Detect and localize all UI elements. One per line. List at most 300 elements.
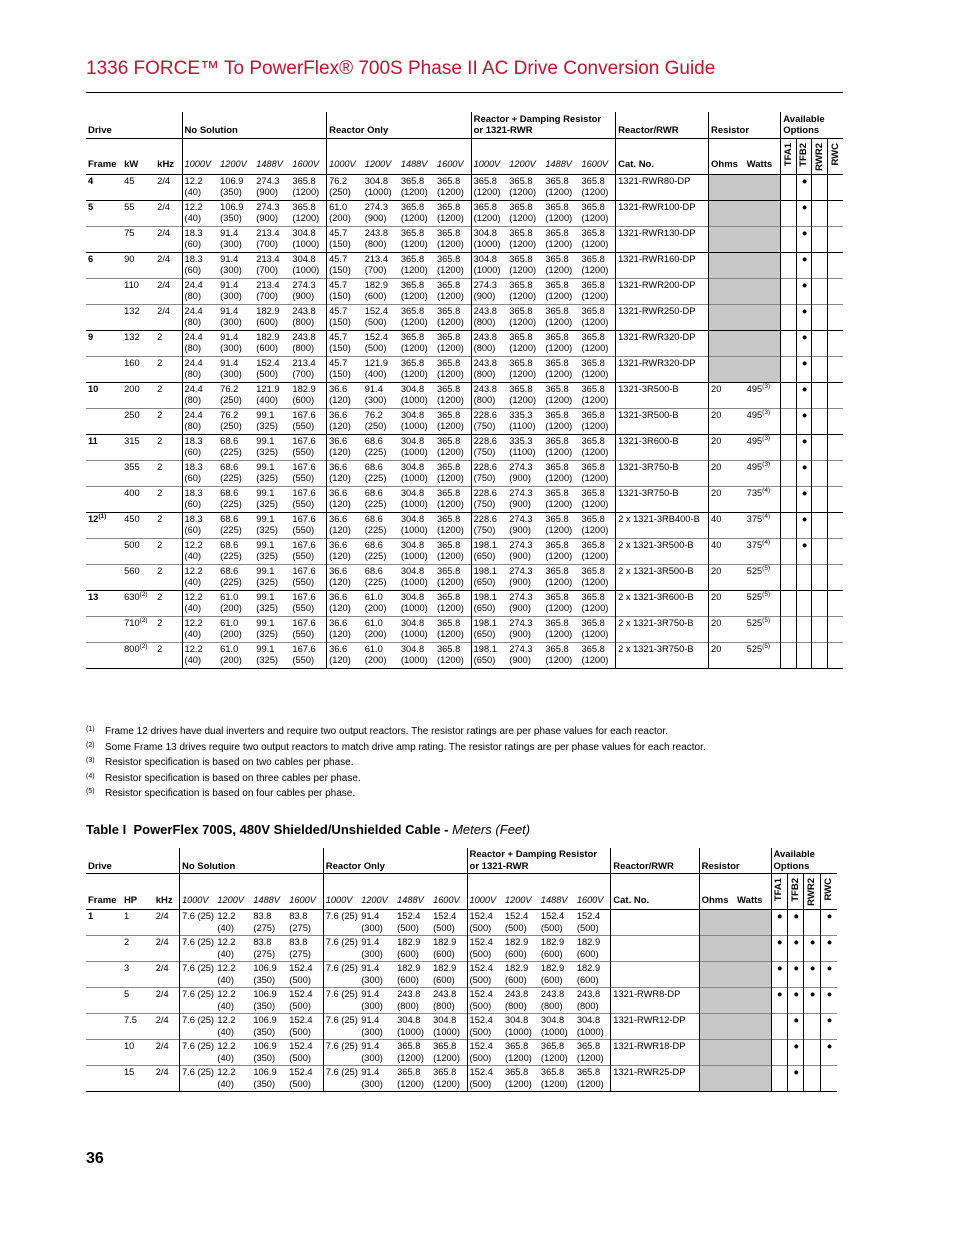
footnote-text: Resistor specification is based on three cables per phase. (105, 772, 361, 784)
cat-no-cell (611, 936, 699, 962)
no-solution-length: 182.9 (600) (254, 330, 290, 356)
rating-cell (122, 486, 155, 512)
col-header-watts: Watts (745, 138, 781, 174)
reactor-only-length: 68.6 (225) (363, 486, 399, 512)
watts-footnote-ref: (5) (762, 642, 771, 650)
watts-cell (745, 226, 781, 252)
watts-value: 375 (746, 513, 763, 524)
col-header-tfb2-label: TFB2 (798, 142, 810, 167)
reactor-only-length: 45.7 (150) (327, 226, 363, 252)
cat-no-cell: 2 x 1321-3RB400-B (616, 512, 709, 538)
table-row (86, 200, 843, 226)
frame-value: 9 (88, 331, 94, 342)
watts-cell (745, 200, 781, 226)
option-rwr2-dot (812, 252, 827, 278)
rating-value: 90 (124, 253, 135, 264)
reactor-only-length: 365.8 (1200) (435, 200, 471, 226)
rating-cell (122, 616, 155, 642)
khz-cell: 2 (155, 356, 182, 382)
no-solution-length: 24.4 (80) (182, 278, 218, 304)
table-row (86, 382, 843, 408)
frame-cell (86, 590, 122, 616)
reactor-only-length: 365.8 (1200) (431, 1066, 467, 1092)
option-rwr2-dot (804, 1040, 820, 1066)
khz-cell: 2/4 (155, 278, 182, 304)
rating-cell (122, 642, 155, 668)
reactor-only-length: 91.4 (300) (361, 911, 383, 933)
reactor-only-length: 304.8 (1000) (399, 590, 435, 616)
col-header-v1600: 1600V (431, 874, 467, 910)
reactor-damping-length: 152.4 (500) (467, 910, 503, 936)
reactor-damping-length: 182.9 (600) (503, 962, 539, 988)
ohms-cell (709, 278, 745, 304)
table-row (86, 226, 843, 252)
khz-cell: 2/4 (155, 200, 182, 226)
col-header-cat-no: Cat. No. (616, 138, 709, 174)
option-rwr2-dot: ● (804, 988, 820, 1014)
option-rwr2-dot (812, 434, 827, 460)
option-tfa1-dot (781, 174, 796, 200)
reactor-damping-length: 365.8 (1200) (543, 330, 579, 356)
watts-cell (745, 408, 781, 434)
option-rwc-dot: ● (820, 910, 837, 936)
no-solution-length: 76.2 (250) (218, 408, 254, 434)
no-solution-length: 7.6 (25) (179, 962, 215, 988)
frame-value: 13 (88, 591, 99, 602)
col-header-v1488: 1488V (399, 138, 435, 174)
rating-value: 132 (124, 331, 140, 342)
ohms-cell (699, 1040, 735, 1066)
reactor-only-length: 61.0 (200) (363, 616, 399, 642)
reactor-only-length: 91.4 (300) (359, 936, 395, 962)
no-solution-length: 106.9 (350) (220, 175, 244, 198)
khz-cell: 2/4 (155, 911, 169, 922)
col-header-cat-no: Cat. No. (611, 874, 699, 910)
rating-value: 630 (124, 591, 140, 602)
no-solution-length: 68.6 (225) (218, 434, 254, 460)
reactor-only-length: 365.8 (1200) (395, 1066, 431, 1092)
reactor-only-length: 45.7 (150) (327, 330, 363, 356)
frame-cell (86, 936, 122, 962)
ohms-cell (709, 252, 745, 278)
reactor-only-length: 243.8 (800) (431, 988, 467, 1014)
frame-cell (86, 278, 122, 304)
reactor-damping-length: 243.8 (800) (575, 988, 611, 1014)
rating-value: 3 (123, 963, 130, 974)
reactor-damping-length: 365.8 (1200) (507, 278, 543, 304)
option-rwc-dot (827, 252, 843, 278)
reactor-only-length: 365.8 (1200) (435, 330, 471, 356)
reactor-only-length: 304.8 (1000) (399, 564, 435, 590)
col-header-khz: kHz (154, 874, 180, 910)
watts-cell (735, 936, 771, 962)
reactor-damping-length: 365.8 (1200) (579, 200, 615, 226)
no-solution-length: 365.8 (1200) (292, 175, 320, 198)
reactor-damping-length: 198.1 (650) (471, 590, 507, 616)
rating-value: 450 (124, 513, 140, 524)
footnote-text: Resistor specification is based on two cables per phase. (105, 757, 354, 768)
reactor-only-length: 61.0 (200) (363, 642, 399, 668)
col-header-v1000: 1000V (327, 138, 363, 174)
reactor-damping-length: 304.8 (1000) (539, 1014, 575, 1040)
cat-no-cell: 1321-RWR80-DP (616, 174, 709, 200)
reactor-only-length: 36.6 (120) (327, 590, 363, 616)
ohms-cell: 40 (709, 512, 745, 538)
reactor-only-length: 7.6 (25) (323, 988, 359, 1014)
reactor-damping-length: 365.8 (1200) (507, 382, 543, 408)
khz-cell: 2 (155, 486, 182, 512)
frame-cell (86, 226, 122, 252)
frame-value: 10 (88, 383, 99, 394)
no-solution-length: 18.3 (60) (182, 512, 218, 538)
reactor-only-length: 36.6 (120) (327, 382, 363, 408)
reactor-damping-length: 365.8 (1200) (579, 304, 615, 330)
reactor-damping-length: 365.8 (1200) (579, 590, 615, 616)
rating-value: 5 (123, 989, 130, 1000)
rating-value: 110 (124, 279, 139, 290)
no-solution-length: 68.6 (225) (218, 512, 254, 538)
option-tfa1-dot (781, 382, 796, 408)
cat-no-cell: 1321-3R500-B (616, 382, 709, 408)
no-solution-length: 213.4 (700) (254, 252, 290, 278)
reactor-only-length: 91.4 (300) (359, 1014, 395, 1040)
reactor-damping-length: 228.6 (750) (471, 486, 507, 512)
reactor-only-length: 304.8 (1000) (399, 460, 435, 486)
ohms-cell: 20 (709, 564, 745, 590)
table-caption-main: PowerFlex 700S, 480V Shielded/Unshielded Cable - (133, 822, 453, 837)
khz-cell: 2 (155, 616, 182, 642)
footnote-mark: (1) (86, 726, 95, 733)
no-solution-header: No Solution (182, 112, 327, 138)
no-solution-length: 18.3 (60) (182, 460, 218, 486)
reactor-damping-length: 365.8 (1200) (543, 616, 579, 642)
watts-cell (735, 988, 771, 1014)
reactor-damping-length: 365.8 (1200) (575, 1066, 611, 1092)
cat-no-cell: 1321-3R750-B (616, 486, 709, 512)
option-tfb2-dot: ● (796, 330, 811, 356)
reactor-only-length: 365.8 (1200) (435, 226, 471, 252)
ohms-cell (709, 330, 745, 356)
rating-value: 400 (124, 487, 140, 498)
option-tfb2-dot (796, 564, 811, 590)
reactor-damping-length: 365.8 (1200) (471, 200, 507, 226)
reactor-only-header: Reactor Only (327, 112, 472, 138)
khz-cell: 2/4 (154, 1040, 180, 1066)
no-solution-length: 274.3 (900) (254, 200, 290, 226)
table-caption-units: Meters (Feet) (452, 822, 531, 837)
reactor-damping-length: 365.8 (1200) (579, 226, 615, 252)
col-header-v1000: 1000V (467, 874, 503, 910)
rating-value: 7.5 (123, 1015, 137, 1026)
rating-cell (122, 304, 155, 330)
ohms-cell (709, 200, 745, 226)
reactor-damping-length: 274.3 (900) (507, 460, 543, 486)
option-rwc-dot: ● (820, 962, 837, 988)
table-row (86, 962, 837, 988)
ohms-cell (699, 988, 735, 1014)
reactor-only-length: 121.9 (400) (363, 356, 399, 382)
rating-cell (122, 1066, 154, 1092)
option-tfa1-dot: ● (771, 910, 787, 936)
rating-footnote-ref: (2) (139, 590, 148, 598)
rating-cell (122, 962, 154, 988)
reactor-only-length: 365.8 (1200) (435, 538, 471, 564)
no-solution-length: 12.2 (40) (215, 936, 251, 962)
no-solution-length: 61.0 (200) (218, 616, 254, 642)
no-solution-length: 91.4 (300) (218, 330, 254, 356)
reactor-only-length: 68.6 (225) (363, 460, 399, 486)
cat-no-cell (611, 962, 699, 988)
option-tfb2-dot: ● (796, 434, 811, 460)
available-options-header: Available Options (771, 848, 837, 874)
cat-no-cell: 1321-RWR320-DP (616, 330, 709, 356)
no-solution-length: 182.9 (600) (254, 304, 290, 330)
rating-cell (122, 590, 155, 616)
no-solution-length: 12.2 (40) (182, 200, 218, 226)
reactor-damping-length: 182.9 (600) (575, 962, 611, 988)
reactor-only-length: 365.8 (1200) (435, 408, 471, 434)
rating-cell (122, 226, 155, 252)
reactor-damping-length: 365.8 (1200) (507, 252, 543, 278)
rating-value: 500 (124, 539, 140, 550)
footnote-mark: (2) (86, 741, 95, 749)
no-solution-length: 99.1 (325) (254, 590, 290, 616)
col-header-rwr2-label: RWR2 (813, 142, 825, 171)
option-tfb2-dot (796, 590, 811, 616)
no-solution-length: 167.6 (550) (290, 590, 326, 616)
no-solution-length: 7.6 (25) (179, 1066, 215, 1092)
col-header-tfa1 (771, 874, 787, 910)
no-solution-length: 304.8 (1000) (290, 226, 326, 252)
rating-cell (122, 200, 155, 226)
table-row (86, 564, 843, 590)
option-tfb2-dot: ● (796, 174, 811, 200)
reactor-damping-length: 365.8 (1200) (507, 226, 543, 252)
watts-cell (745, 382, 781, 408)
reactor-only-length: 152.4 (500) (363, 304, 399, 330)
reactor-damping-length: 243.8 (800) (471, 304, 507, 330)
resistor-header: Resistor (699, 848, 771, 874)
option-tfb2-dot (796, 616, 811, 642)
reactor-only-length: 91.4 (300) (359, 1066, 395, 1092)
option-tfb2-dot: ● (796, 304, 811, 330)
no-solution-length: 121.9 (400) (254, 382, 290, 408)
no-solution-length: 91.4 (300) (218, 304, 254, 330)
watts-value: 495 (746, 435, 763, 446)
frame-cell (86, 304, 122, 330)
reactor-only-length: 7.6 (25) (323, 1014, 359, 1040)
no-solution-length: 243.8 (800) (290, 304, 326, 330)
reactor-only-length: 76.2 (250) (327, 174, 363, 200)
footnote (86, 755, 843, 771)
col-header-v1000: 1000V (179, 874, 215, 910)
col-header-frame: Frame (86, 138, 122, 174)
reactor-only-length: 365.8 (1200) (435, 356, 471, 382)
option-rwr2-dot (812, 590, 827, 616)
option-rwr2-dot (812, 200, 827, 226)
watts-cell (745, 486, 781, 512)
reactor-only-length: 304.8 (1000) (399, 512, 435, 538)
no-solution-length: 99.1 (325) (254, 434, 290, 460)
footnote-mark: (5) (86, 788, 95, 795)
reactor-only-length: 304.8 (1000) (399, 538, 435, 564)
ohms-cell (699, 910, 735, 936)
frame-value: 4 (88, 175, 94, 186)
reactor-damping-length: 198.1 (650) (471, 538, 507, 564)
reactor-damping-length: 182.9 (600) (539, 936, 575, 962)
frame-value: 12 (88, 513, 99, 524)
option-rwr2-dot (812, 174, 827, 200)
option-rwc-dot (827, 590, 843, 616)
reactor-only-length: 36.6 (120) (327, 408, 363, 434)
cat-no-cell: 1321-RWR25-DP (611, 1066, 699, 1092)
table-row (86, 434, 843, 460)
no-solution-length: 99.1 (325) (254, 460, 290, 486)
no-solution-length: 24.4 (80) (182, 356, 218, 382)
reactor-only-length: 152.4 (500) (433, 911, 457, 933)
footnote-mark: (4) (86, 772, 95, 780)
reactor-only-length: 365.8 (1200) (435, 382, 471, 408)
rating-value: 2 (123, 937, 130, 948)
reactor-damping-header-line1: Reactor + Damping Resistor (473, 113, 602, 125)
reactor-damping-length: 228.6 (750) (471, 434, 507, 460)
option-rwc-dot (827, 486, 843, 512)
watts-value: 525 (746, 565, 763, 576)
rating-cell (122, 252, 155, 278)
reactor-only-length: 91.4 (300) (359, 988, 395, 1014)
reactor-only-length: 365.8 (1200) (435, 304, 471, 330)
col-header-v1000: 1000V (323, 874, 359, 910)
reactor-damping-length: 365.8 (1200) (509, 175, 537, 198)
reactor-only-length: 68.6 (225) (363, 434, 399, 460)
reactor-only-length: 36.6 (120) (327, 512, 363, 538)
reactor-damping-length: 365.8 (1200) (543, 408, 579, 434)
table-caption (86, 822, 530, 837)
khz-cell: 2/4 (154, 936, 180, 962)
option-tfb2-dot: ● (787, 1066, 803, 1092)
reactor-only-length: 365.8 (1200) (435, 460, 471, 486)
col-header-tfa1 (781, 138, 796, 174)
footnote (86, 724, 843, 740)
reactor-only-length: 304.8 (1000) (399, 642, 435, 668)
reactor-damping-length: 365.8 (1200) (575, 1040, 611, 1066)
col-header-tfa1-label: TFA1 (773, 878, 785, 902)
reactor-only-length: 45.7 (150) (327, 304, 363, 330)
khz-cell: 2 (155, 330, 182, 356)
reactor-damping-length: 198.1 (650) (471, 564, 507, 590)
watts-cell (745, 304, 781, 330)
available-options-header: Available Options (781, 112, 843, 138)
watts-cell (745, 278, 781, 304)
no-solution-length: 12.2 (40) (215, 1066, 251, 1092)
rating-value: 45 (124, 175, 135, 186)
reactor-only-length: 304.8 (1000) (399, 408, 435, 434)
reactor-only-length: 7.6 (25) (323, 1066, 359, 1092)
col-header-v1200: 1200V (507, 138, 543, 174)
no-solution-header: No Solution (179, 848, 323, 874)
reactor-damping-length: 365.8 (1200) (543, 252, 579, 278)
rating-value: 132 (124, 305, 140, 316)
khz-cell: 2/4 (154, 962, 180, 988)
option-rwr2-dot (812, 460, 827, 486)
no-solution-length: 167.6 (550) (290, 460, 326, 486)
no-solution-length: 167.6 (550) (290, 434, 326, 460)
resistor-header: Resistor (709, 112, 781, 138)
reactor-damping-length: 152.4 (500) (467, 988, 503, 1014)
table-row (86, 616, 843, 642)
rating-value: 800 (124, 643, 140, 654)
reactor-damping-length: 243.8 (800) (471, 382, 507, 408)
table-row (86, 590, 843, 616)
option-rwr2-dot (812, 538, 827, 564)
khz-cell: 2 (155, 538, 182, 564)
no-solution-length: 152.4 (500) (287, 962, 323, 988)
reactor-damping-length: 365.8 (1200) (539, 1040, 575, 1066)
option-rwc-dot (827, 538, 843, 564)
no-solution-length: 213.4 (700) (254, 278, 290, 304)
no-solution-length: 12.2 (40) (182, 642, 218, 668)
watts-footnote-ref: (3) (762, 408, 771, 416)
reactor-only-length: 304.8 (1000) (399, 434, 435, 460)
table-row (86, 1014, 837, 1040)
option-tfb2-dot: ● (796, 226, 811, 252)
col-header-rwc (820, 874, 837, 910)
no-solution-length: 91.4 (300) (218, 226, 254, 252)
option-tfa1-dot (781, 642, 796, 668)
frame-cell (86, 1066, 122, 1092)
watts-value: 495 (746, 461, 763, 472)
option-rwc-dot (827, 564, 843, 590)
reactor-only-length: 7.6 (25) (323, 962, 359, 988)
table-row (86, 512, 843, 538)
no-solution-length: 274.3 (900) (290, 278, 326, 304)
watts-cell (745, 642, 781, 668)
reactor-damping-length: 228.6 (750) (471, 512, 507, 538)
watts-footnote-ref: (5) (762, 590, 771, 598)
khz-cell: 2 (155, 408, 182, 434)
reactor-damping-length: 198.1 (650) (471, 616, 507, 642)
reactor-damping-length: 365.8 (1200) (507, 330, 543, 356)
watts-cell (745, 434, 781, 460)
watts-footnote-ref: (5) (762, 564, 771, 572)
cat-no-cell: 1321-RWR320-DP (616, 356, 709, 382)
option-rwr2-dot (812, 512, 827, 538)
watts-cell (745, 460, 781, 486)
rating-cell (122, 512, 155, 538)
reactor-damping-length: 152.4 (500) (467, 1066, 503, 1092)
reactor-only-length: 304.8 (1000) (395, 1014, 431, 1040)
option-rwr2-dot (812, 486, 827, 512)
no-solution-length: 167.6 (550) (290, 538, 326, 564)
no-solution-length: 99.1 (325) (254, 538, 290, 564)
table-row (86, 988, 837, 1014)
col-header-frame: Frame (86, 874, 122, 910)
reactor-only-length: 365.8 (1200) (399, 252, 435, 278)
table-row (86, 1066, 837, 1092)
col-header-v1488: 1488V (543, 138, 579, 174)
option-rwr2-dot (804, 910, 820, 936)
reactor-only-length: 365.8 (1200) (431, 1040, 467, 1066)
no-solution-length: 68.6 (225) (218, 538, 254, 564)
option-rwc-dot (827, 460, 843, 486)
reactor-damping-length: 365.8 (1200) (539, 1066, 575, 1092)
reactor-damping-length: 335.3 (1100) (507, 408, 543, 434)
frame-cell (86, 434, 122, 460)
reactor-damping-length: 365.8 (1200) (579, 616, 615, 642)
reactor-damping-length: 365.8 (1200) (579, 408, 615, 434)
frame-value: 11 (88, 435, 98, 446)
rating-cell (122, 356, 155, 382)
